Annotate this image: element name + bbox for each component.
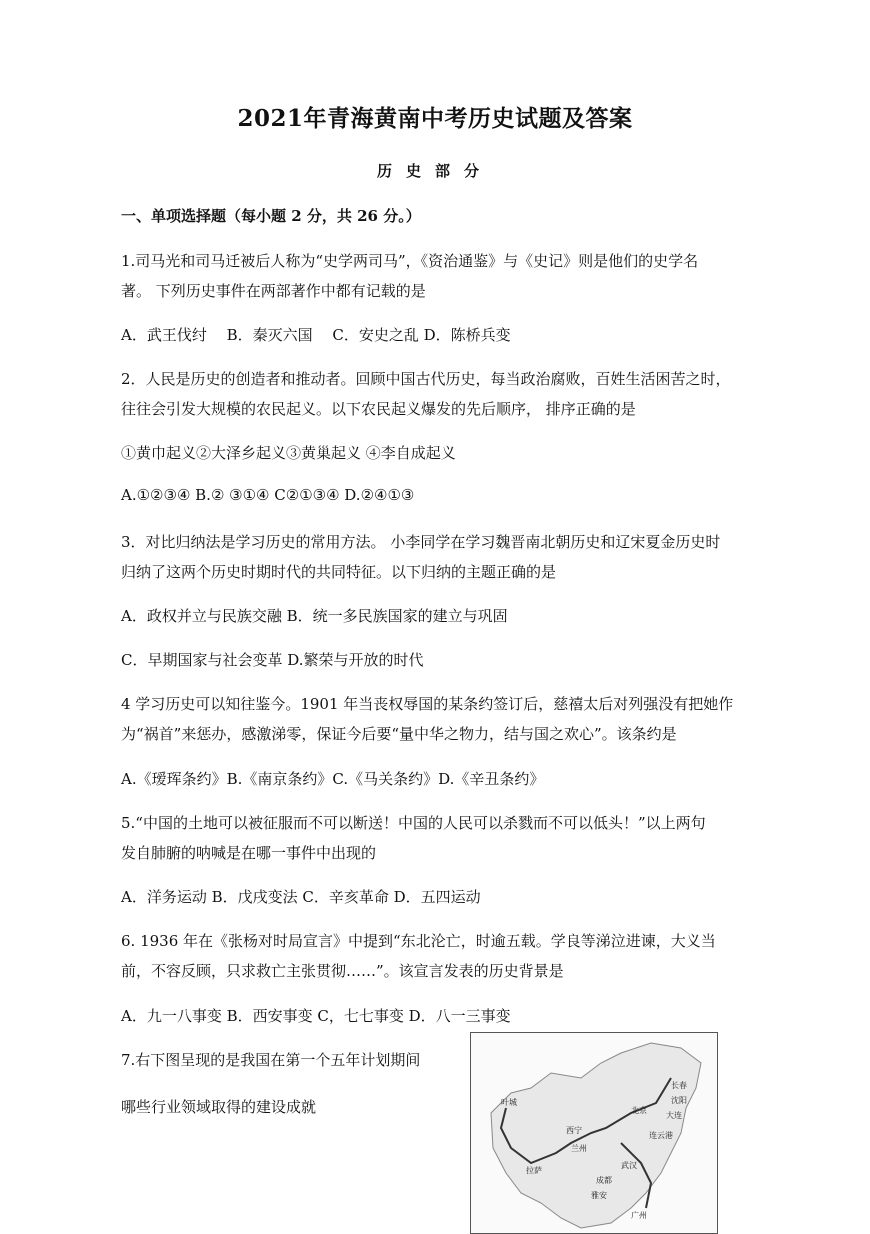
question-2-options: A.①②③④ B.② ③①④ C②①③④ D.②④①③: [121, 486, 415, 504]
question-1-line-1: 1.司马光和司马迁被后人称为“史学两司马”，《资治通鉴》与《史记》则是他们的史学名: [121, 252, 699, 270]
map-label: 武汉: [621, 1161, 637, 1170]
question-4-options: A.《瑷珲条约》B.《南京条约》C.《马关条约》D.《辛丑条约》: [121, 770, 545, 788]
question-4-line-1: 4 学习历史可以知往鉴今。1901 年当丧权辱国的某条约签订后，慈禧太后对列强没有把她作: [121, 695, 734, 713]
question-3-options-2: C．早期国家与社会变革 D.繁荣与开放的时代: [121, 651, 424, 669]
map-label: 沈阳: [671, 1096, 687, 1105]
question-5-line-1: 5.“中国的土地可以被征服而不可以断送！中国的人民可以杀戮而不可以低头！”以上两句: [121, 814, 706, 832]
question-4-line-2: 为“祸首”来惩办，感激涕零，保证今后要“量中华之物力，结与国之欢心”。该条约是: [121, 725, 677, 743]
question-3-options-1: A．政权并立与民族交融 B．统一多民族国家的建立与巩固: [121, 607, 508, 625]
question-2-items: ①黄巾起义②大泽乡起义③黄巢起义 ④李自成起义: [121, 444, 456, 462]
question-1-options: A．武王伐纣 B．秦灭六国 C．安史之乱 D．陈桥兵变: [121, 326, 511, 344]
question-6-line-2: 前，不容反顾，只求救亡主张贯彻……”。该宣言发表的历史背景是: [121, 962, 564, 980]
map-label: 成都: [596, 1176, 612, 1185]
map-label: 叶城: [501, 1098, 517, 1107]
map-label: 长春: [671, 1081, 687, 1090]
question-5-line-2: 发自肺腑的呐喊是在哪一事件中出现的: [121, 844, 377, 862]
map-label: 连云港: [649, 1131, 673, 1140]
question-6-options: A．九一八事变 B．西安事变 C，七七事变 D．八一三事变: [121, 1007, 511, 1025]
map-label: 雅安: [591, 1191, 607, 1200]
map-label: 北京: [631, 1106, 647, 1115]
page-title: 2021年青海黄南中考历史试题及答案: [237, 105, 633, 132]
map-label: 拉萨: [526, 1166, 542, 1175]
question-2-line-2: 往往会引发大规模的农民起义。以下农民起义爆发的先后顺序， 排序正确的是: [121, 400, 636, 418]
question-3-line-1: 3．对比归纳法是学习历史的常用方法。 小李同学在学习魏晋南北朝历史和辽宋夏金历史时: [121, 533, 721, 551]
map-label: 兰州: [571, 1144, 587, 1153]
section-heading: 一、单项选择题（每小题 2 分，共 26 分。）: [121, 207, 421, 225]
question-1-line-2: 著。 下列历史事件在两部著作中都有记载的是: [121, 282, 426, 300]
map-label: 大连: [666, 1111, 682, 1120]
china-map-figure: [470, 1032, 718, 1234]
question-7-line-2: 哪些行业领域取得的建设成就: [121, 1098, 317, 1116]
question-5-options: A．洋务运动 B．戊戌变法 C．辛亥革命 D．五四运动: [121, 888, 481, 906]
question-6-line-1: 6. 1936 年在《张杨对时局宣言》中提到“东北沦亡，时逾五载。学良等涕泣进谏，大义当: [121, 932, 716, 950]
question-3-line-2: 归纳了这两个历史时期时代的共同特征。以下归纳的主题正确的是: [121, 563, 557, 581]
map-label: 西宁: [566, 1126, 582, 1135]
section-subtitle: 历史部分: [376, 162, 493, 180]
question-2-line-1: 2．人民是历史的创造者和推动者。回顾中国古代历史，每当政治腐败，百姓生活困苦之时，: [121, 370, 731, 388]
map-label: 广州: [631, 1211, 647, 1220]
map-drawing: [471, 1033, 717, 1233]
question-7-line-1: 7.右下图呈现的是我国在第一个五年计划期间: [121, 1051, 421, 1069]
